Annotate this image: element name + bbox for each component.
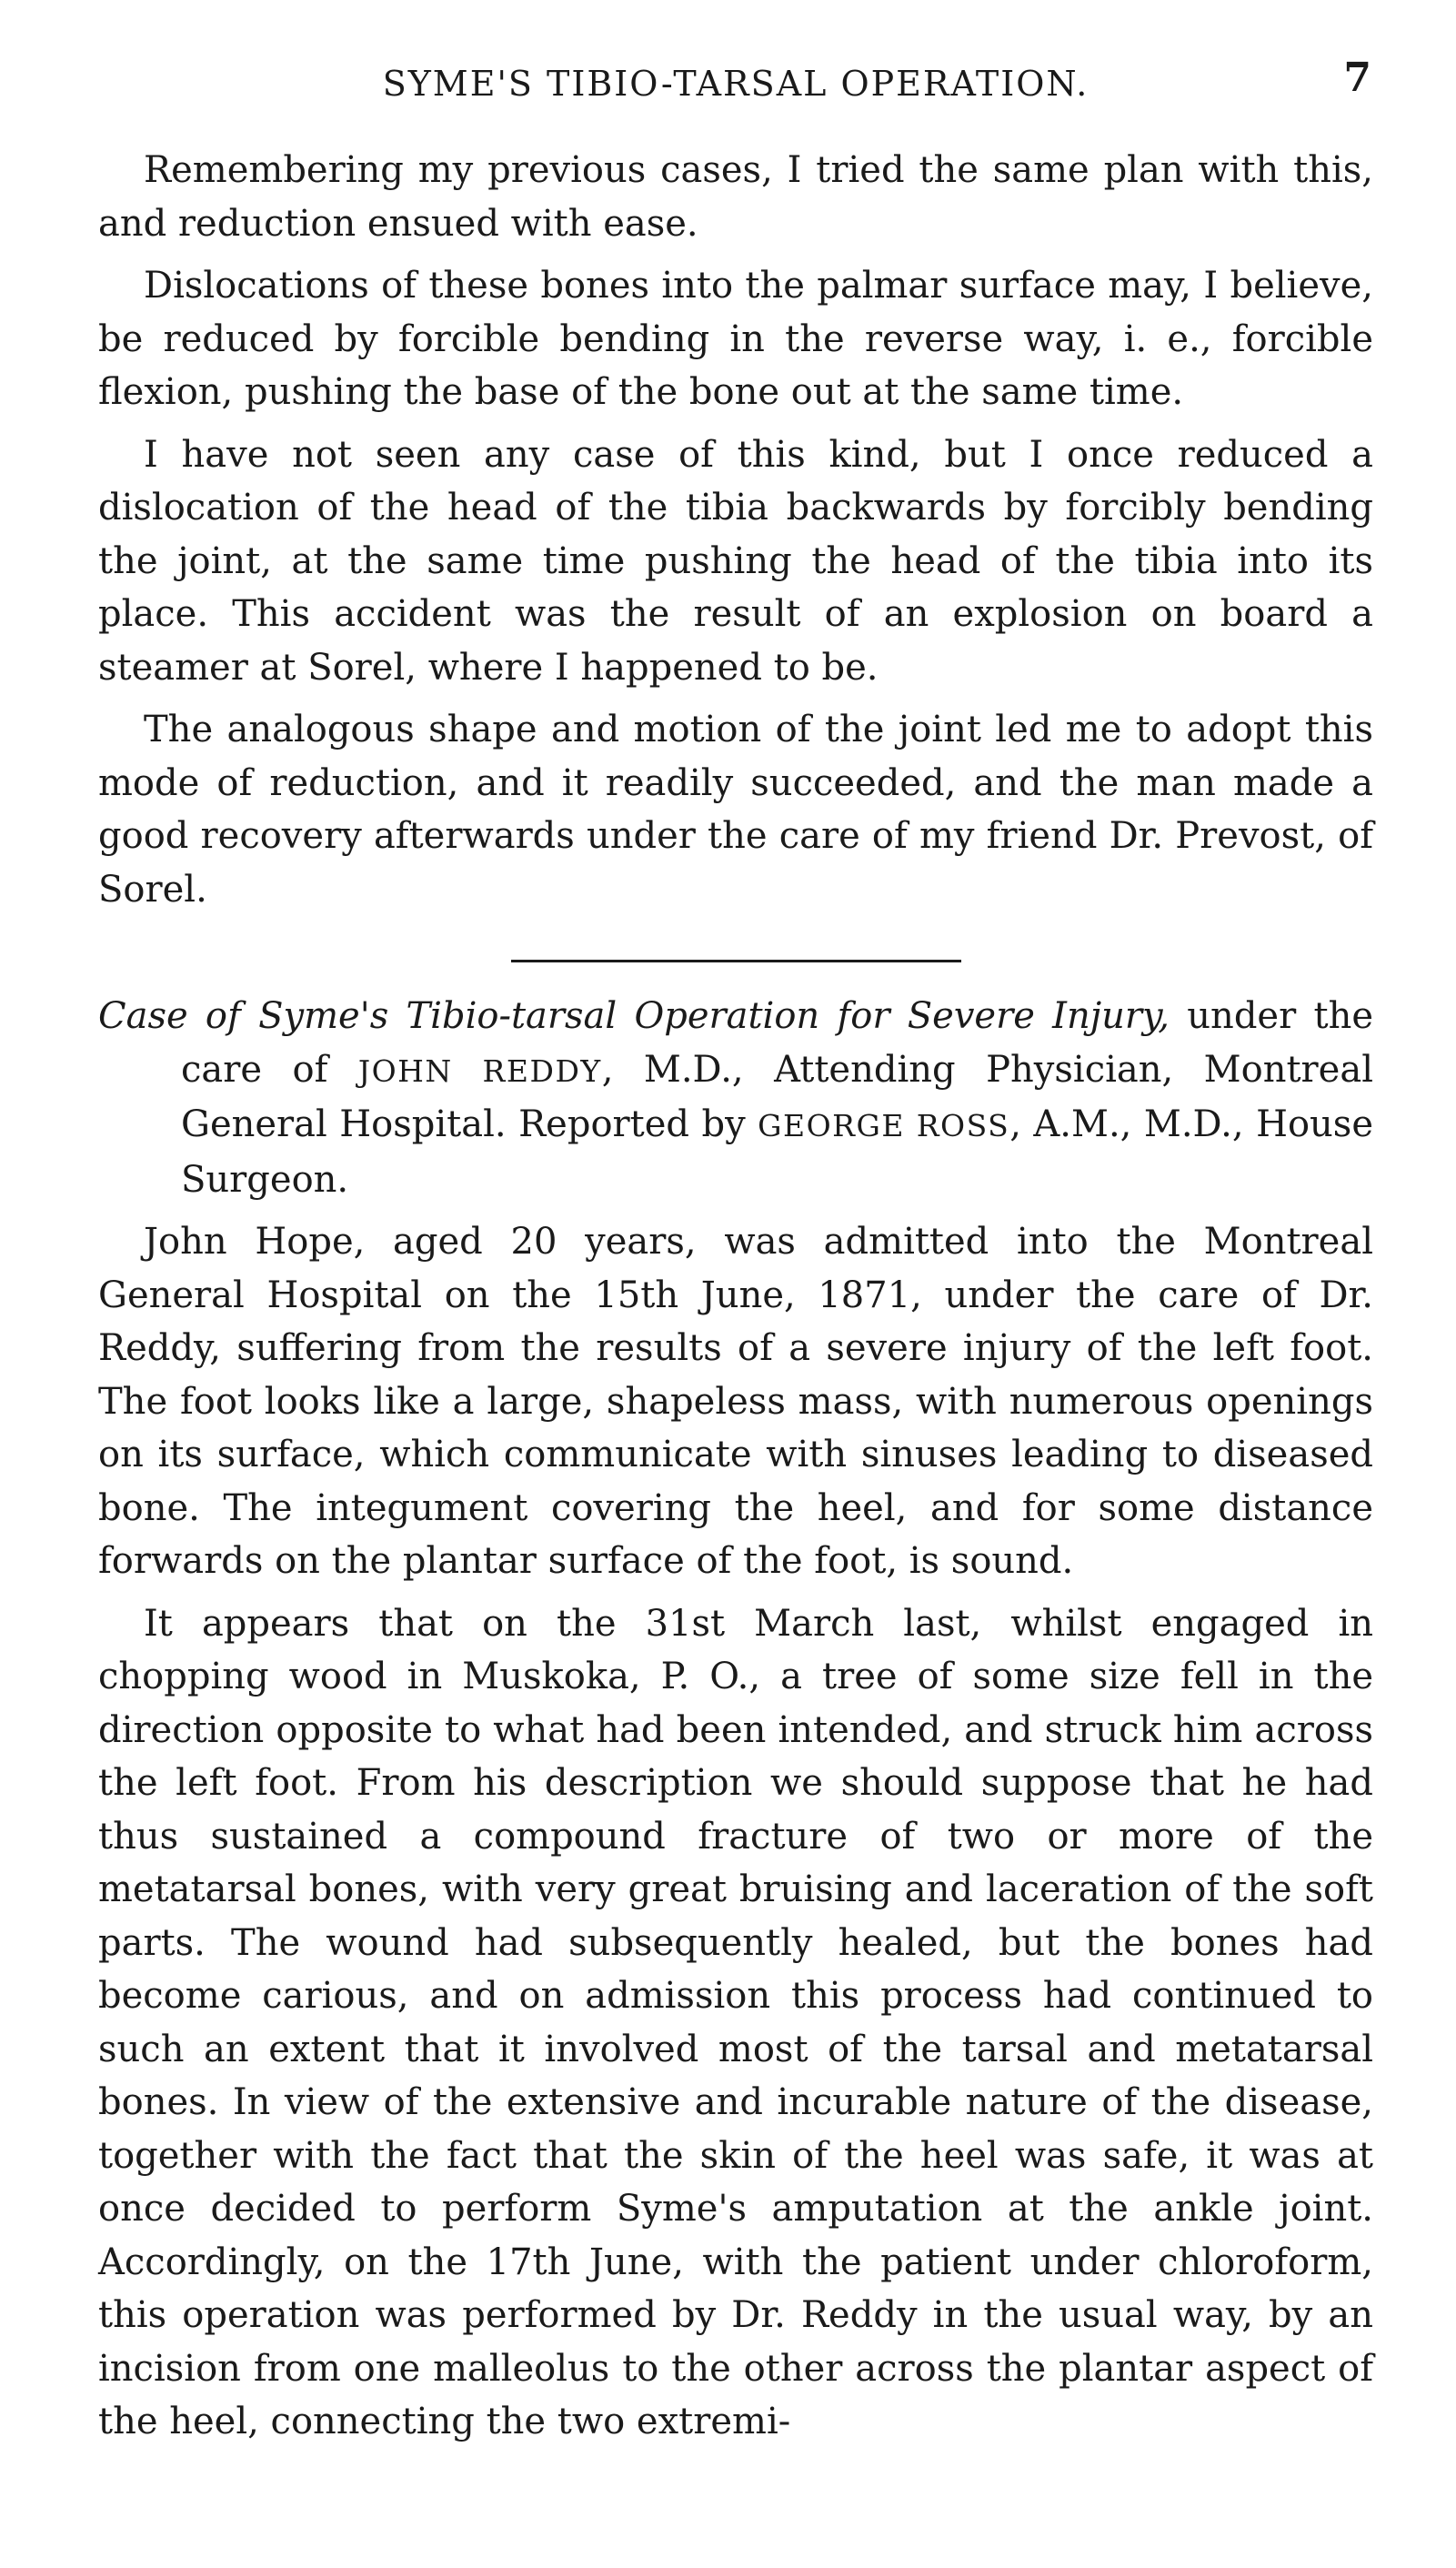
case-heading-name-ross: GEORGE ROSS [758, 1108, 1010, 1143]
section-divider [511, 960, 961, 962]
paragraph-remembering: Remembering my previous cases, I tried the same plan with this, and reduction ensued with ease. [98, 149, 1373, 245]
book-page [98, 55, 1373, 2458]
paragraph-analogous-shape: The analogous shape and motion of the joint led me to adopt this mode of reduction, and it readily succeeded, and the man made a good recovery afterwards under the care of my friend Dr. Prevost, of Sorel. [98, 709, 1373, 911]
case-heading-text-1: under the care of [181, 995, 1373, 1091]
case-heading-name-reddy: JOHN REDDY [357, 1052, 602, 1089]
case-heading-text-2: , M.D., Attending Physician, Montreal General Hospital. Reported by [181, 1048, 1373, 1145]
case-heading-title: Case of Syme's Tibio-tarsal Operation for Severe Injury, [98, 995, 1170, 1037]
paragraph-john-hope: John Hope, aged 20 years, was admitted into the Montreal General Hospital on the 15th June, 1871, under the care of Dr. Reddy, suffering from the results of a severe injury of the left foot. The foot looks like a large, shapeless mass, with numerous openings on its surface, which communicate with sinuses leading to diseased bone. The integument covering the heel, and for some distance forwards on the plantar surface of the foot, is sound. [98, 1221, 1373, 1582]
running-title: SYME'S TIBIO-TARSAL OPERATION. [382, 64, 1089, 104]
paragraph-tibia-case: I have not seen any case of this kind, but I once reduced a dislocation of the head of the tibia backwards by forcibly bending the joint, at the same time pushing the head of the tibia into its place. This accident was the result of an explosion on board a steamer at Sorel, where I happened to be. [98, 433, 1373, 689]
running-head [98, 55, 1373, 118]
paragraph-it-appears: It appears that on the 31st March last, whilst engaged in chopping wood in Muskoka, P. O., a tree of some size fell in the direction opposite to what had been intended, and struck him across the left foot. From his description we should suppose that he had thus sustained a compound fracture of two or more of the metatarsal bones, with very great bruising and laceration of the soft parts. The wound had subsequently healed, but the bones had become carious, and on admission this process had continued to such an extent that it involved most of the tarsal and metatarsal bones. In view of the extensive and incurable nature of the disease, together with the fact that the skin of the heel was safe, it was at once decided to perform Syme's amputation at the ankle joint. Accordingly, on the 17th June, with the patient under chloroform, this operation was performed by Dr. Reddy in the usual way, by an incision from one malleolus to the other across the plantar aspect of the heel, connecting the two extremi- [98, 1602, 1373, 2442]
paragraph-dislocations: Dislocations of these bones into the palmar surface may, I believe, be reduced by forcible bending in the reverse way, i. e., forcible flexion, pushing the base of the bone out at the same time. [98, 265, 1373, 413]
case-heading-text-3: , A.M., M.D., House Surgeon. [181, 1103, 1373, 1201]
page-number: 7 [1343, 55, 1373, 101]
case-heading [98, 990, 1373, 1206]
